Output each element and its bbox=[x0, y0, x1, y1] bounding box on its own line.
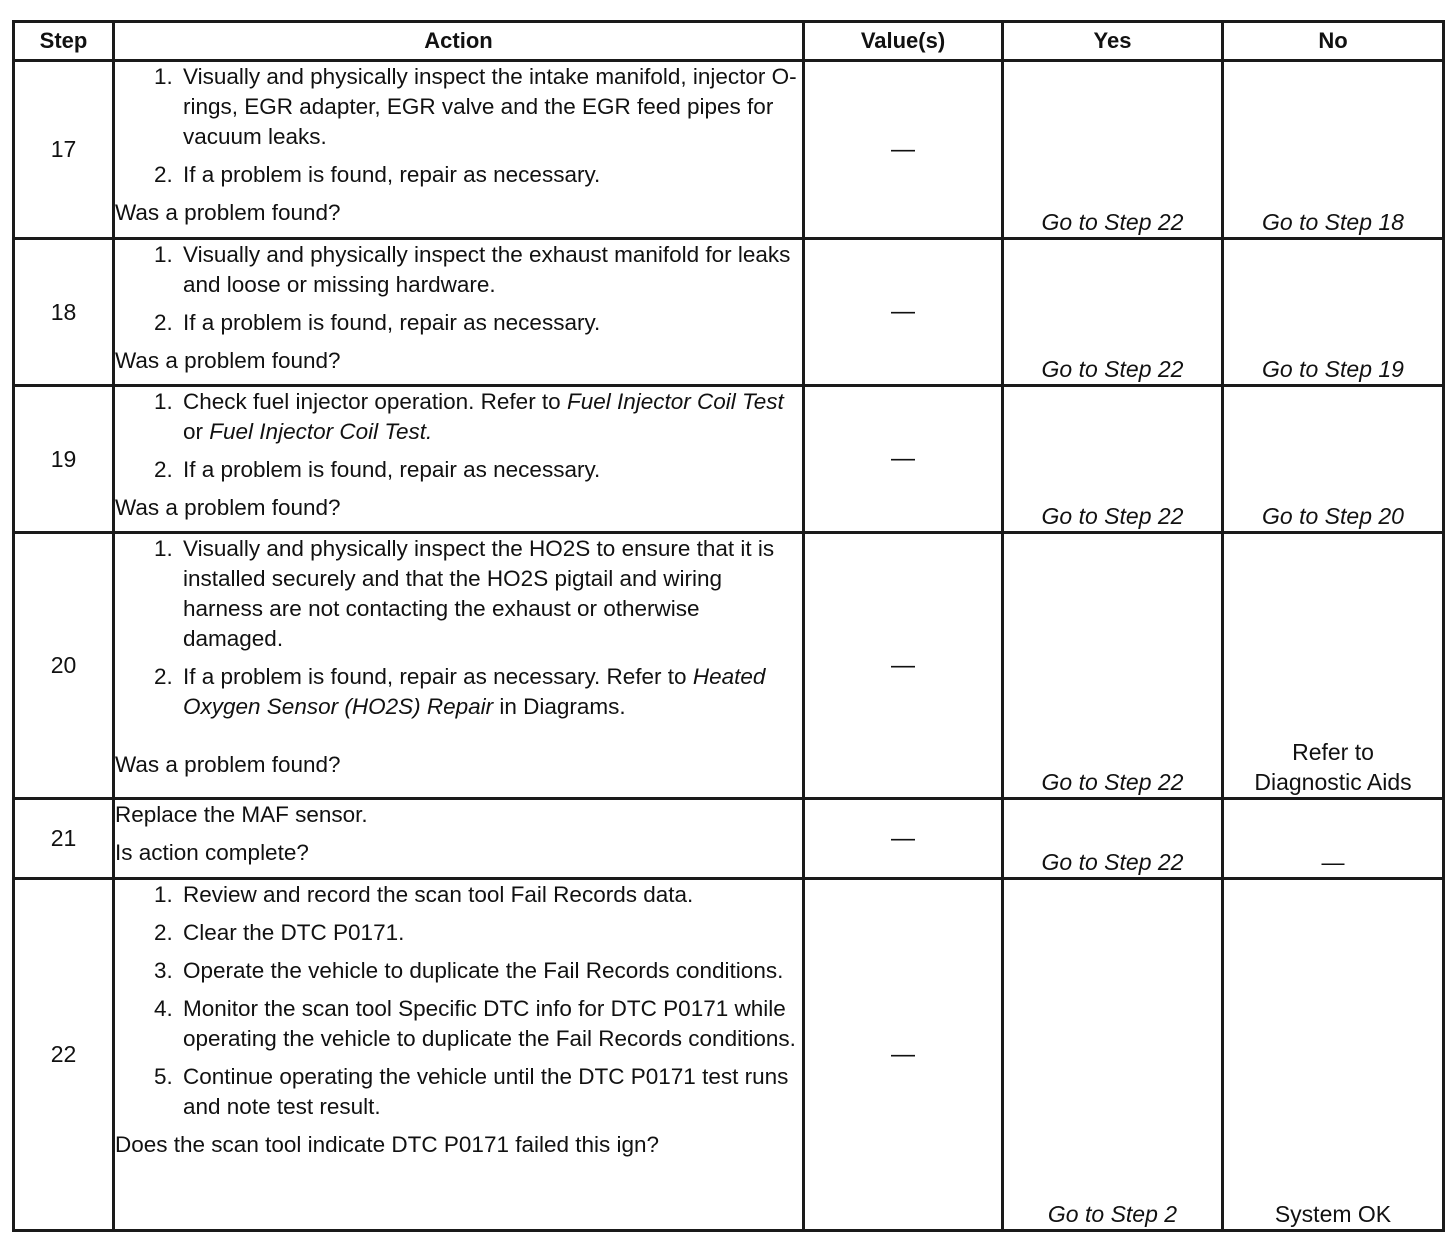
yes-cell: Go to Step 22 bbox=[1003, 799, 1223, 879]
value-cell: — bbox=[804, 799, 1003, 879]
action-list bbox=[115, 62, 802, 190]
header-step: Step bbox=[14, 22, 114, 61]
step-number: 22 bbox=[14, 879, 114, 1231]
action-cell bbox=[114, 799, 804, 879]
step-number: 18 bbox=[14, 239, 114, 386]
action-cell bbox=[114, 386, 804, 533]
yes-cell: Go to Step 22 bbox=[1003, 533, 1223, 799]
item-text: If a problem is found, repair as necessary. Refer to bbox=[183, 664, 687, 689]
header-yes: Yes bbox=[1003, 22, 1223, 61]
value-cell: — bbox=[804, 879, 1003, 1231]
action-list bbox=[115, 387, 802, 485]
diagnostic-table bbox=[12, 20, 1445, 1232]
action-text: Replace the MAF sensor. bbox=[115, 802, 368, 827]
table-row bbox=[14, 799, 1444, 879]
header-values: Value(s) bbox=[804, 22, 1003, 61]
item-text: or bbox=[183, 419, 204, 444]
value-cell: — bbox=[804, 386, 1003, 533]
list-item: 3. Operate the vehicle to duplicate the Fail Records conditions. bbox=[179, 956, 802, 986]
reference-link: Fuel Injector Coil Test bbox=[566, 389, 784, 414]
value-cell: — bbox=[804, 533, 1003, 799]
no-cell: — bbox=[1223, 799, 1444, 879]
action-question: Was a problem found? bbox=[115, 200, 341, 225]
reference-link: Heated Oxygen Sensor (HO2S) Repair bbox=[183, 664, 766, 719]
item-text: Check fuel injector operation. Refer to bbox=[183, 389, 561, 414]
action-cell bbox=[114, 61, 804, 239]
table-row bbox=[14, 533, 1444, 799]
action-list bbox=[115, 880, 802, 1122]
table-row bbox=[14, 386, 1444, 533]
no-line: Refer to bbox=[1292, 739, 1374, 765]
header-action: Action bbox=[114, 22, 804, 61]
yes-cell: Go to Step 22 bbox=[1003, 61, 1223, 239]
step-number: 20 bbox=[14, 533, 114, 799]
action-cell bbox=[114, 879, 804, 1231]
action-question: Was a problem found? bbox=[115, 752, 341, 777]
list-item: 1. Visually and physically inspect the intake manifold, injector O-rings, EGR adapter, EGR valve and the EGR feed pipes for vacuum leaks. bbox=[179, 62, 802, 152]
yes-cell: Go to Step 22 bbox=[1003, 239, 1223, 386]
table-row bbox=[14, 61, 1444, 239]
value-cell: — bbox=[804, 239, 1003, 386]
yes-cell: Go to Step 2 bbox=[1003, 879, 1223, 1231]
item-text: in Diagrams. bbox=[499, 694, 626, 719]
action-question: Does the scan tool indicate DTC P0171 failed this ign? bbox=[115, 1132, 660, 1157]
list-item: 1. Review and record the scan tool Fail Records data. bbox=[179, 880, 802, 910]
action-question: Was a problem found? bbox=[115, 348, 341, 373]
action-cell bbox=[114, 533, 804, 799]
table-row bbox=[14, 239, 1444, 386]
list-item bbox=[179, 387, 802, 447]
no-cell: Go to Step 18 bbox=[1223, 61, 1444, 239]
list-item: 4. Monitor the scan tool Specific DTC info for DTC P0171 while operating the vehicle to duplicate the Fail Records conditions. bbox=[179, 994, 802, 1054]
table-row bbox=[14, 879, 1444, 1231]
step-number: 21 bbox=[14, 799, 114, 879]
list-item: 1. Visually and physically inspect the HO2S to ensure that it is installed securely and that the HO2S pigtail and wiring harness are not contacting the exhaust or otherwise damaged. bbox=[179, 534, 802, 654]
action-list bbox=[115, 534, 802, 722]
list-item: 1. Visually and physically inspect the exhaust manifold for leaks and loose or missing hardware. bbox=[179, 240, 802, 300]
no-cell bbox=[1223, 533, 1444, 799]
step-number: 17 bbox=[14, 61, 114, 239]
list-item: 5. Continue operating the vehicle until the DTC P0171 test runs and note test result. bbox=[179, 1062, 802, 1122]
action-list bbox=[115, 240, 802, 338]
value-cell: — bbox=[804, 61, 1003, 239]
list-item bbox=[179, 662, 802, 722]
header-row bbox=[14, 22, 1444, 61]
step-number: 19 bbox=[14, 386, 114, 533]
action-question: Is action complete? bbox=[115, 840, 309, 865]
no-cell: Go to Step 19 bbox=[1223, 239, 1444, 386]
yes-cell: Go to Step 22 bbox=[1003, 386, 1223, 533]
list-item: 2. If a problem is found, repair as necessary. bbox=[179, 455, 802, 485]
list-item: 2. If a problem is found, repair as necessary. bbox=[179, 308, 802, 338]
action-cell bbox=[114, 239, 804, 386]
no-cell: System OK bbox=[1223, 879, 1444, 1231]
reference-link: Fuel Injector Coil Test. bbox=[209, 419, 433, 444]
action-question: Was a problem found? bbox=[115, 495, 341, 520]
no-cell: Go to Step 20 bbox=[1223, 386, 1444, 533]
list-item: 2. If a problem is found, repair as necessary. bbox=[179, 160, 802, 190]
no-line: Diagnostic Aids bbox=[1254, 769, 1412, 795]
list-item: 2. Clear the DTC P0171. bbox=[179, 918, 802, 948]
header-no: No bbox=[1223, 22, 1444, 61]
